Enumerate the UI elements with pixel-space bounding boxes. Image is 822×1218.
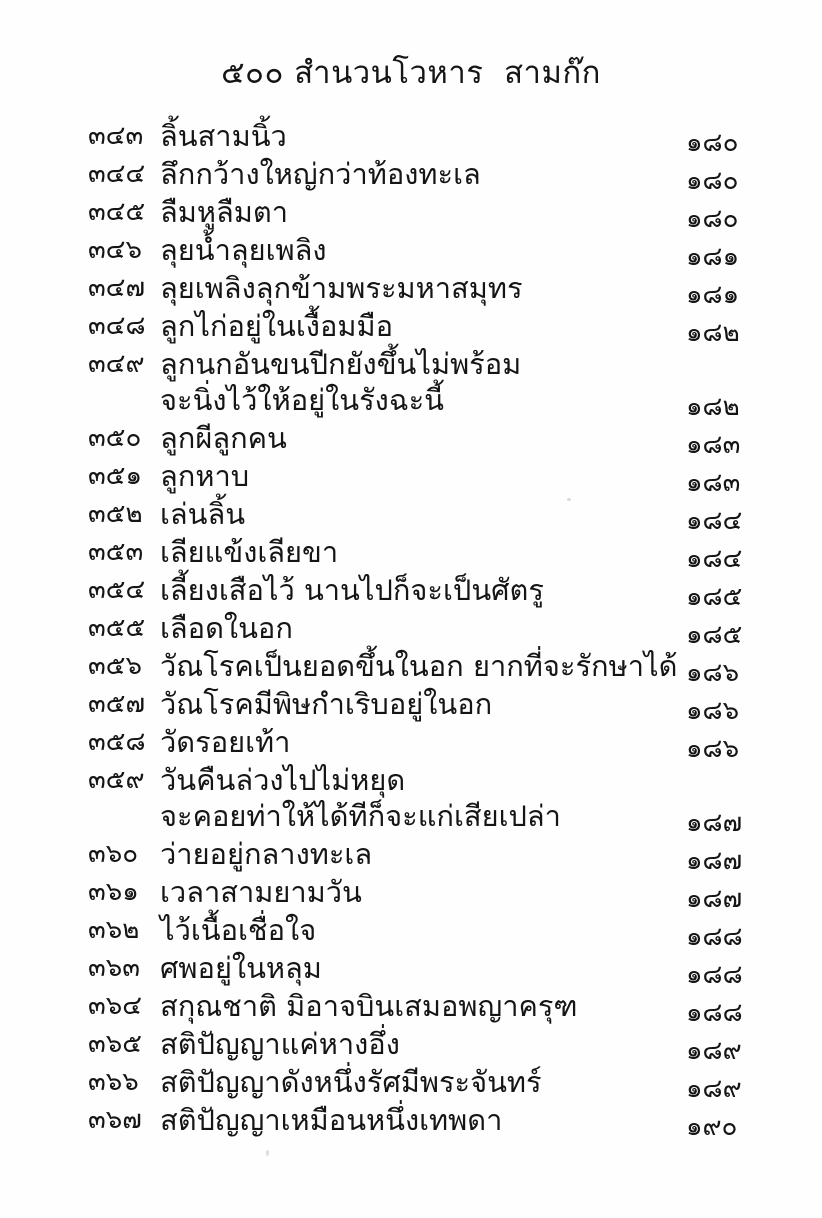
- entry-number: ๓๔๔: [88, 159, 146, 189]
- entry-text-line: สติปัญญาเหมือนหนึ่งเทพดา: [160, 1103, 503, 1137]
- entry-text-line: เลือดในอก: [160, 611, 293, 645]
- toc-entry: [88, 1064, 764, 1104]
- entry-page-number: ๑๘๓: [686, 430, 741, 460]
- entry-text-line: ลุยเพลิงลุกข้ามพระมหาสมุทร: [160, 271, 523, 305]
- entry-number: ๓๖๐: [88, 839, 139, 869]
- toc-entry: [88, 420, 764, 460]
- entry-text: [160, 988, 680, 1024]
- entry-text-line: ลูกผีลูกคน: [160, 421, 287, 455]
- entry-text: [160, 194, 680, 230]
- entry-text-line: ลูกนกอันขนปีกยังขึ้นไม่พร้อม: [160, 347, 522, 381]
- entry-number: ๓๖๕: [88, 1029, 142, 1059]
- toc-entry: [88, 836, 764, 876]
- entry-number: ๓๕๖: [88, 651, 142, 681]
- entry-text: [160, 610, 680, 646]
- entry-page-number: ๑๘๖: [686, 658, 740, 688]
- entry-text-line: วัดรอยเท้า: [160, 725, 291, 759]
- toc-list: [88, 118, 764, 1142]
- entry-text: [160, 762, 680, 834]
- entry-text: [160, 346, 680, 418]
- entry-text: [160, 912, 680, 948]
- entry-page-number: ๑๘๐: [686, 204, 739, 234]
- entry-page-number: ๑๘๓: [686, 468, 741, 498]
- entry-page-number: ๑๘๘: [686, 922, 743, 952]
- toc-entry: [88, 762, 764, 838]
- entry-number: ๓๔๘: [88, 311, 146, 341]
- entry-page-number: ๑๘๕: [686, 582, 743, 612]
- entry-page-number: ๑๘๖: [686, 696, 740, 726]
- entry-number: ๓๔๕: [88, 197, 146, 227]
- toc-entry: [88, 232, 764, 272]
- entry-text-line: สกุณชาติ มิอาจบินเสมอพญาครุฑ: [160, 989, 578, 1023]
- entry-text: [160, 118, 680, 154]
- entry-number: ๓๖๑: [88, 877, 139, 907]
- toc-entry: [88, 270, 764, 310]
- entry-text-line: วันคืนล่วงไปไม่หยุด: [160, 763, 406, 797]
- entry-text-line: จะนิ่งไว้ให้อยู่ในรังฉะนี้: [160, 383, 444, 417]
- entry-text-line: วัณโรคมีพิษกำเริบอยู่ในอก: [160, 687, 493, 721]
- entry-text-line: ลูกหาบ: [160, 459, 250, 493]
- entry-number: ๓๕๘: [88, 727, 146, 757]
- page-title: ๕๐๐ สำนวนโวหาร สามก๊ก: [221, 55, 601, 91]
- entry-page-number: ๑๘๕: [686, 620, 743, 650]
- entry-text: [160, 308, 680, 344]
- entry-number: ๓๕๐: [88, 423, 142, 453]
- toc-entry: [88, 572, 764, 612]
- entry-number: ๓๕๒: [88, 499, 143, 529]
- entry-text-line: เลี้ยงเสือไว้ นานไปก็จะเป็นศัตรู: [160, 573, 544, 607]
- toc-entry: [88, 874, 764, 914]
- entry-number: ๓๕๙: [88, 765, 145, 795]
- entry-number: ๓๕๔: [88, 575, 146, 605]
- entry-page-number: ๑๙๐: [686, 1112, 738, 1142]
- entry-number: ๓๕๗: [88, 689, 146, 719]
- entry-text-line: ลิ้นสามนิ้ว: [160, 119, 287, 153]
- entry-text: [160, 420, 680, 456]
- entry-text-line: ลุยน้ำลุยเพลิง: [160, 233, 327, 267]
- toc-entry: [88, 686, 764, 726]
- entry-page-number: ๑๘๒: [686, 392, 740, 422]
- entry-text: [160, 572, 680, 608]
- entry-text: [160, 496, 680, 532]
- entry-text: [160, 648, 680, 684]
- entry-number: ๓๖๗: [88, 1105, 142, 1135]
- entry-number: ๓๔๙: [88, 349, 145, 379]
- toc-entry: [88, 118, 764, 158]
- entry-text: [160, 156, 680, 192]
- entry-text-line: ว่ายอยู่กลางทะเล: [160, 837, 373, 871]
- entry-text-line: จะคอยท่าให้ได้ทีก็จะแก่เสียเปล่า: [160, 799, 561, 833]
- entry-page-number: ๑๘๔: [686, 506, 743, 536]
- entry-number: ๓๔๓: [88, 121, 144, 151]
- entry-text: [160, 458, 680, 494]
- entry-page-number: ๑๘๙: [686, 1074, 742, 1104]
- entry-text: [160, 232, 680, 268]
- entry-text: [160, 534, 680, 570]
- toc-entry: [88, 194, 764, 234]
- entry-text-line: เล่นลิ้น: [160, 497, 246, 531]
- entry-number: ๓๖๔: [88, 991, 142, 1021]
- entry-number: ๓๕๓: [88, 537, 144, 567]
- entry-page-number: ๑๘๑: [686, 280, 740, 310]
- toc-entry: [88, 988, 764, 1028]
- entry-text: [160, 1064, 680, 1100]
- entry-number: ๓๖๓: [88, 953, 141, 983]
- toc-entry: [88, 1026, 764, 1066]
- entry-text: [160, 724, 680, 760]
- entry-text: [160, 836, 680, 872]
- entry-page-number: ๑๘๐: [686, 128, 739, 158]
- entry-text: [160, 950, 680, 986]
- entry-page-number: ๑๘๔: [686, 544, 743, 574]
- entry-text: [160, 874, 680, 910]
- entry-text-line: ลึกกว้างใหญ่กว่าท้องทะเล: [160, 157, 481, 191]
- entry-text: [160, 270, 680, 306]
- ink-speck: [567, 498, 571, 501]
- toc-entry: [88, 610, 764, 650]
- toc-entry: [88, 156, 764, 196]
- entry-text: [160, 1102, 680, 1138]
- entry-text-line: สติปัญญาดังหนึ่งรัศมีพระจันทร์: [160, 1065, 542, 1099]
- entry-text-line: ไว้เนื้อเชื่อใจ: [160, 913, 317, 947]
- entry-number: ๓๖๒: [88, 915, 140, 945]
- entry-text-line: เวลาสามยามวัน: [160, 875, 362, 909]
- toc-entry: [88, 308, 764, 348]
- entry-number: ๓๔๖: [88, 235, 142, 265]
- toc-entry: [88, 724, 764, 764]
- toc-entry: [88, 648, 764, 688]
- entry-text-line: ศพอยู่ในหลุม: [160, 951, 322, 985]
- entry-page-number: ๑๘๗: [686, 884, 743, 914]
- entry-text-line: วัณโรคเป็นยอดขึ้นในอก ยากที่จะรักษาได้: [160, 649, 678, 683]
- ink-speck: [266, 1150, 269, 1156]
- entry-page-number: ๑๘๖: [686, 734, 740, 764]
- entry-text-line: ลูกไก่อยู่ในเงื้อมมือ: [160, 309, 394, 343]
- toc-entry: [88, 534, 764, 574]
- entry-page-number: ๑๘๐: [686, 166, 739, 196]
- entry-page-number: ๑๘๘: [686, 998, 743, 1028]
- toc-entry: [88, 496, 764, 536]
- entry-page-number: ๑๘๙: [686, 1036, 742, 1066]
- entry-number: ๓๕๑: [88, 461, 142, 491]
- toc-entry: [88, 346, 764, 422]
- entry-text-line: เลียแข้งเลียขา: [160, 535, 339, 569]
- entry-page-number: ๑๘๑: [686, 242, 740, 272]
- entry-text-line: ลืมหูลืมตา: [160, 195, 289, 229]
- entry-page-number: ๑๘๗: [686, 846, 743, 876]
- entry-number: ๓๕๕: [88, 613, 146, 643]
- toc-entry: [88, 912, 764, 952]
- entry-number: ๓๔๗: [88, 273, 146, 303]
- entry-page-number: ๑๘๘: [686, 960, 743, 990]
- entry-number: ๓๖๖: [88, 1067, 139, 1097]
- toc-entry: [88, 950, 764, 990]
- entry-page-number: ๑๘๗: [686, 808, 743, 838]
- toc-entry: [88, 1102, 764, 1142]
- entry-text-line: สติปัญญาแค่หางอึ่ง: [160, 1027, 400, 1061]
- entry-text: [160, 686, 680, 722]
- entry-text: [160, 1026, 680, 1062]
- toc-entry: [88, 458, 764, 498]
- entry-page-number: ๑๘๒: [686, 318, 740, 348]
